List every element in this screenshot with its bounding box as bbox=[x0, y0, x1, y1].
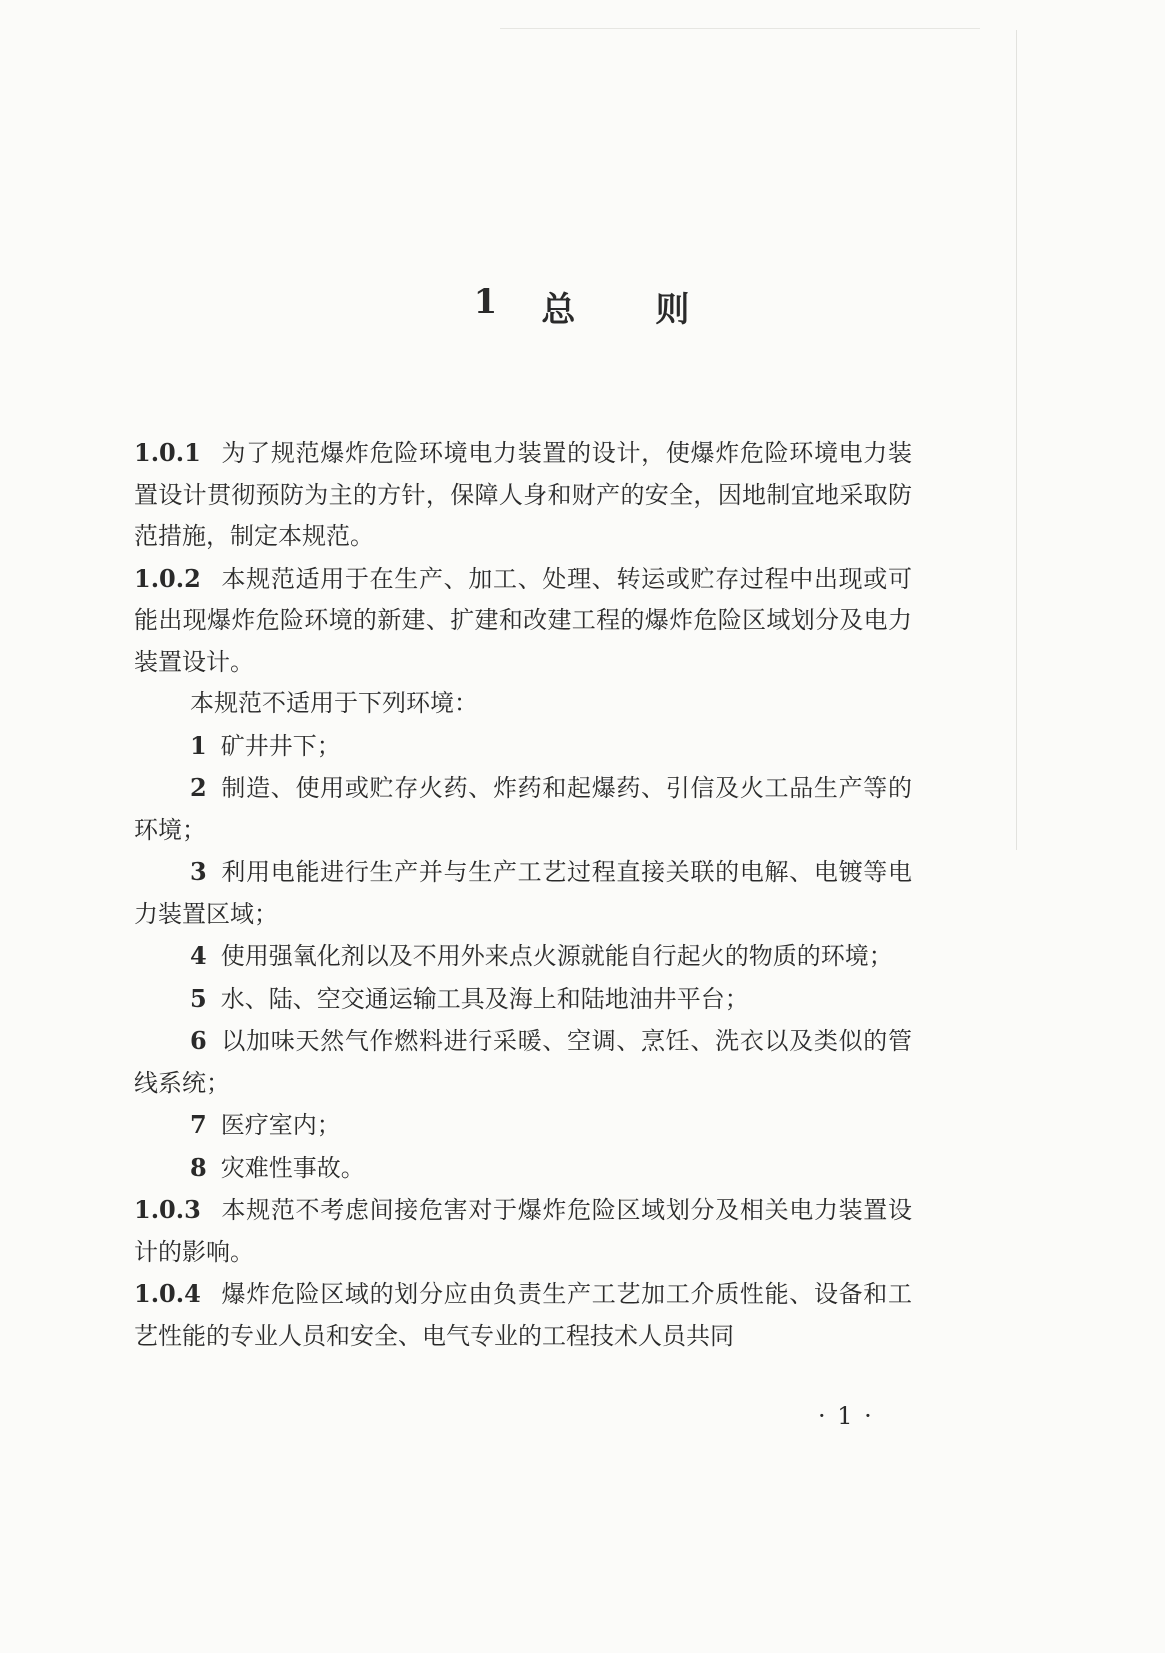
list-item bbox=[134, 1104, 912, 1147]
list-item bbox=[134, 1020, 912, 1104]
list-item bbox=[134, 978, 912, 1021]
chapter-title bbox=[0, 282, 1165, 331]
clause-1-0-4 bbox=[134, 1273, 912, 1357]
list-item bbox=[134, 851, 912, 935]
list-item-text: 使用强氧化剂以及不用外来点火源就能自行起火的物质的环境； bbox=[220, 942, 893, 970]
chapter-title-part2: 则 bbox=[655, 290, 692, 330]
list-item-number: 5 bbox=[190, 983, 207, 1013]
list-item-text: 医疗室内； bbox=[220, 1111, 341, 1139]
list-item-number: 1 bbox=[190, 730, 207, 760]
clause-intro: 本规范不适用于下列环境： bbox=[190, 689, 478, 717]
clause-number: 1.0.4 bbox=[134, 1279, 201, 1308]
clause-1-0-3 bbox=[134, 1189, 912, 1273]
chapter-number: 1 bbox=[473, 282, 500, 322]
clause-number: 1.0.1 bbox=[134, 438, 201, 467]
list-item-text: 灾难性事故。 bbox=[220, 1153, 365, 1182]
list-item bbox=[134, 1147, 912, 1190]
list-item-text: 利用电能进行生产并与生产工艺过程直接关联的电解、电镀等电力装置区域； bbox=[134, 858, 912, 928]
list-item-text: 水、陆、空交通运输工具及海上和陆地油井平台； bbox=[220, 984, 749, 1013]
chapter-title-part1: 总 bbox=[541, 290, 578, 330]
page-number: · 1 · bbox=[818, 1402, 874, 1430]
clause-number: 1.0.2 bbox=[134, 563, 201, 593]
clause-1-0-2 bbox=[134, 558, 912, 684]
list-item-number: 2 bbox=[190, 773, 207, 802]
clause-text: 爆炸危险区域的划分应由负责生产工艺加工介质性能、设备和工艺性能的专业人员和安全、电气专业的工程技术人员共同 bbox=[134, 1280, 912, 1350]
document-body bbox=[134, 432, 912, 1357]
clause-text: 本规范不考虑间接危害对于爆炸危险区域划分及相关电力装置设计的影响。 bbox=[134, 1196, 912, 1266]
clause-text: 本规范适用于在生产、加工、处理、转运或贮存过程中出现或可能出现爆炸危险环境的新建、扩建和改建工程的爆炸危险区域划分及电力装置设计。 bbox=[134, 564, 912, 676]
scan-edge-line bbox=[500, 28, 980, 29]
list-item-number: 4 bbox=[190, 941, 207, 970]
clause-1-0-1 bbox=[134, 432, 912, 558]
list-item bbox=[134, 935, 912, 978]
list-item-number: 6 bbox=[190, 1026, 207, 1055]
scan-edge-line bbox=[1016, 30, 1017, 850]
list-item-number: 7 bbox=[190, 1110, 207, 1139]
clause-number: 1.0.3 bbox=[134, 1195, 201, 1224]
list-item bbox=[134, 767, 912, 851]
list-item-text: 矿井井下； bbox=[220, 731, 341, 760]
list-item-text: 制造、使用或贮存火药、炸药和起爆药、引信及火工品生产等的环境； bbox=[134, 774, 912, 844]
list-item-number: 3 bbox=[190, 857, 207, 886]
list-item-text: 以加味天然气作燃料进行采暖、空调、烹饪、洗衣以及类似的管线系统； bbox=[134, 1027, 912, 1097]
clause-text: 为了规范爆炸危险环境电力装置的设计，使爆炸危险环境电力装置设计贯彻预防为主的方针，保障人身和财产的安全，因地制宜地采取防范措施，制定本规范。 bbox=[134, 439, 912, 550]
list-item bbox=[134, 725, 912, 768]
list-item-number: 8 bbox=[190, 1152, 207, 1182]
